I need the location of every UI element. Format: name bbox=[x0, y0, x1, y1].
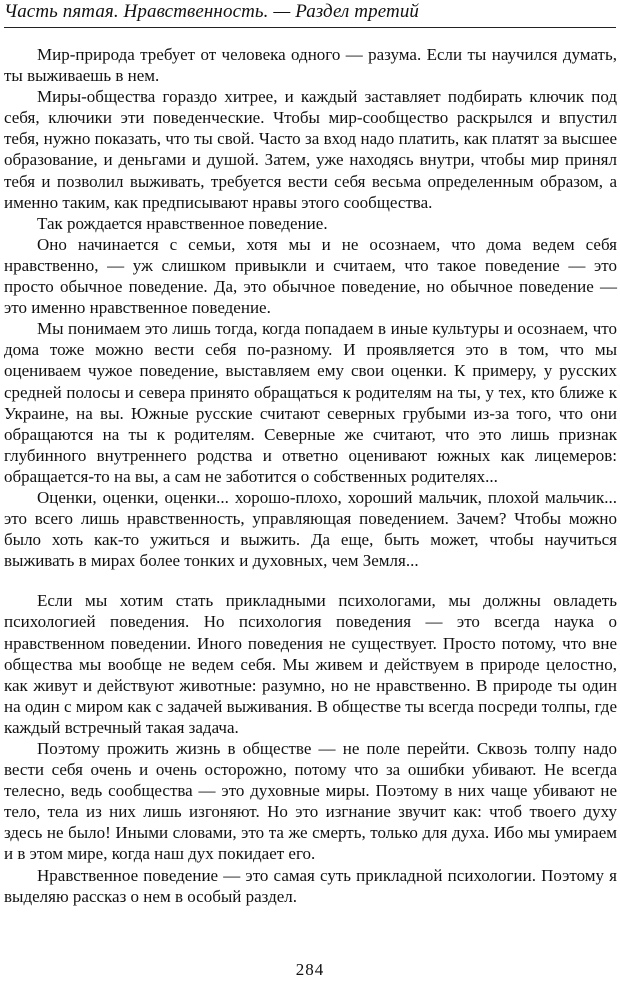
body-text bbox=[4, 44, 617, 907]
paragraph: Поэтому прожить жизнь в обществе — не поле перейти. Сквозь толпу надо вести себя очень и очень осторожно, потому что за ошибки убивают. Не всегда телесно, ведь сообщества — это духовные миры. Поэтому в них чаще убивают не тело, тела из них лишь изгоняют. Но это изгнание звучит как: чтоб твоего духу здесь не было! Иными словами, это та же смерть, только для духа. Ибо мы умираем и в этом мире, когда наш дух покидает его. bbox=[4, 739, 617, 864]
running-head: Часть пятая. Нравственность. — Раздел третий bbox=[4, 1, 420, 22]
paragraph: Мир-природа требует от человека одного — разума. Если ты научился думать, ты выживаешь в нем. bbox=[4, 45, 617, 86]
paragraph: Если мы хотим стать прикладными психологами, мы должны овладеть психологией поведения. Но психология поведения — это всегда наука о нравственном поведении. Иного поведения не существует. Просто потому, что вне общества мы вообще не ведем себя. Мы живем и действуем в природе целостно, как живут и действуют животные: разумно, но не нравственно. В природе ты один на один с миром как с задачей выживания. В обществе ты всегда посреди толпы, где каждый встречный такая задача. bbox=[4, 591, 617, 737]
paragraph: Мы понимаем это лишь тогда, когда попадаем в иные культуры и осознаем, что дома тоже можно вести себя по-разному. И проявляется это в том, что мы оцениваем чужое поведение, выставляем ему свои оценки. К примеру, у русских средней полосы и севера принято обращаться к родителям на ты, у тех, кто ближе к Украине, на вы. Южные русские считают северных грубыми из-за того, что они обращаются на ты к родителям. Северные же считают, что это лишь признак глубинного внутреннего родства и ответно оценивают южных как лицемеров: обращается-то на вы, а сам не заботится о собственных родителях... bbox=[4, 319, 617, 486]
paragraph: Оно начинается с семьи, хотя мы и не осознаем, что дома ведем себя нравственно, — уж слишком привыкли и считаем, что такое поведение — это просто обычное поведение. Да, это обычное поведение, но обычное поведение — это именно нравственное поведение. bbox=[4, 234, 617, 318]
paragraph: Так рождается нравственное поведение. bbox=[37, 213, 328, 233]
paragraph: Миры-общества гораздо хитрее, и каждый заставляет подбирать ключик под себя, ключики эти поведенческие. Чтобы мир-сообщество раскрылся и впустил тебя, нужно показать, что ты свой. Часто за вход надо платить, как платят за высшее образование, и деньгами и душой. Затем, уже находясь внутри, чтобы мир принял тебя и позволил выживать, требуется вести себя весьма определенным образом, а именно таким, как предписывают нравы этого сообщества. bbox=[4, 87, 617, 212]
paragraph: Оценки, оценки, оценки... хорошо-плохо, хороший мальчик, плохой мальчик... это всего лишь нравственность, управляющая поведением. Зачем? Чтобы можно было хоть как-то ужиться и выжить. Да еще, быть может, чтобы научиться выживать в мирах более тонких и духовных, чем Земля... bbox=[4, 487, 617, 571]
paragraph: Нравственное поведение — это самая суть прикладной психологии. Поэтому я выделяю рассказ о нем в особый раздел. bbox=[4, 865, 617, 906]
page-number: 284 bbox=[295, 960, 325, 979]
header-rule bbox=[4, 27, 616, 28]
